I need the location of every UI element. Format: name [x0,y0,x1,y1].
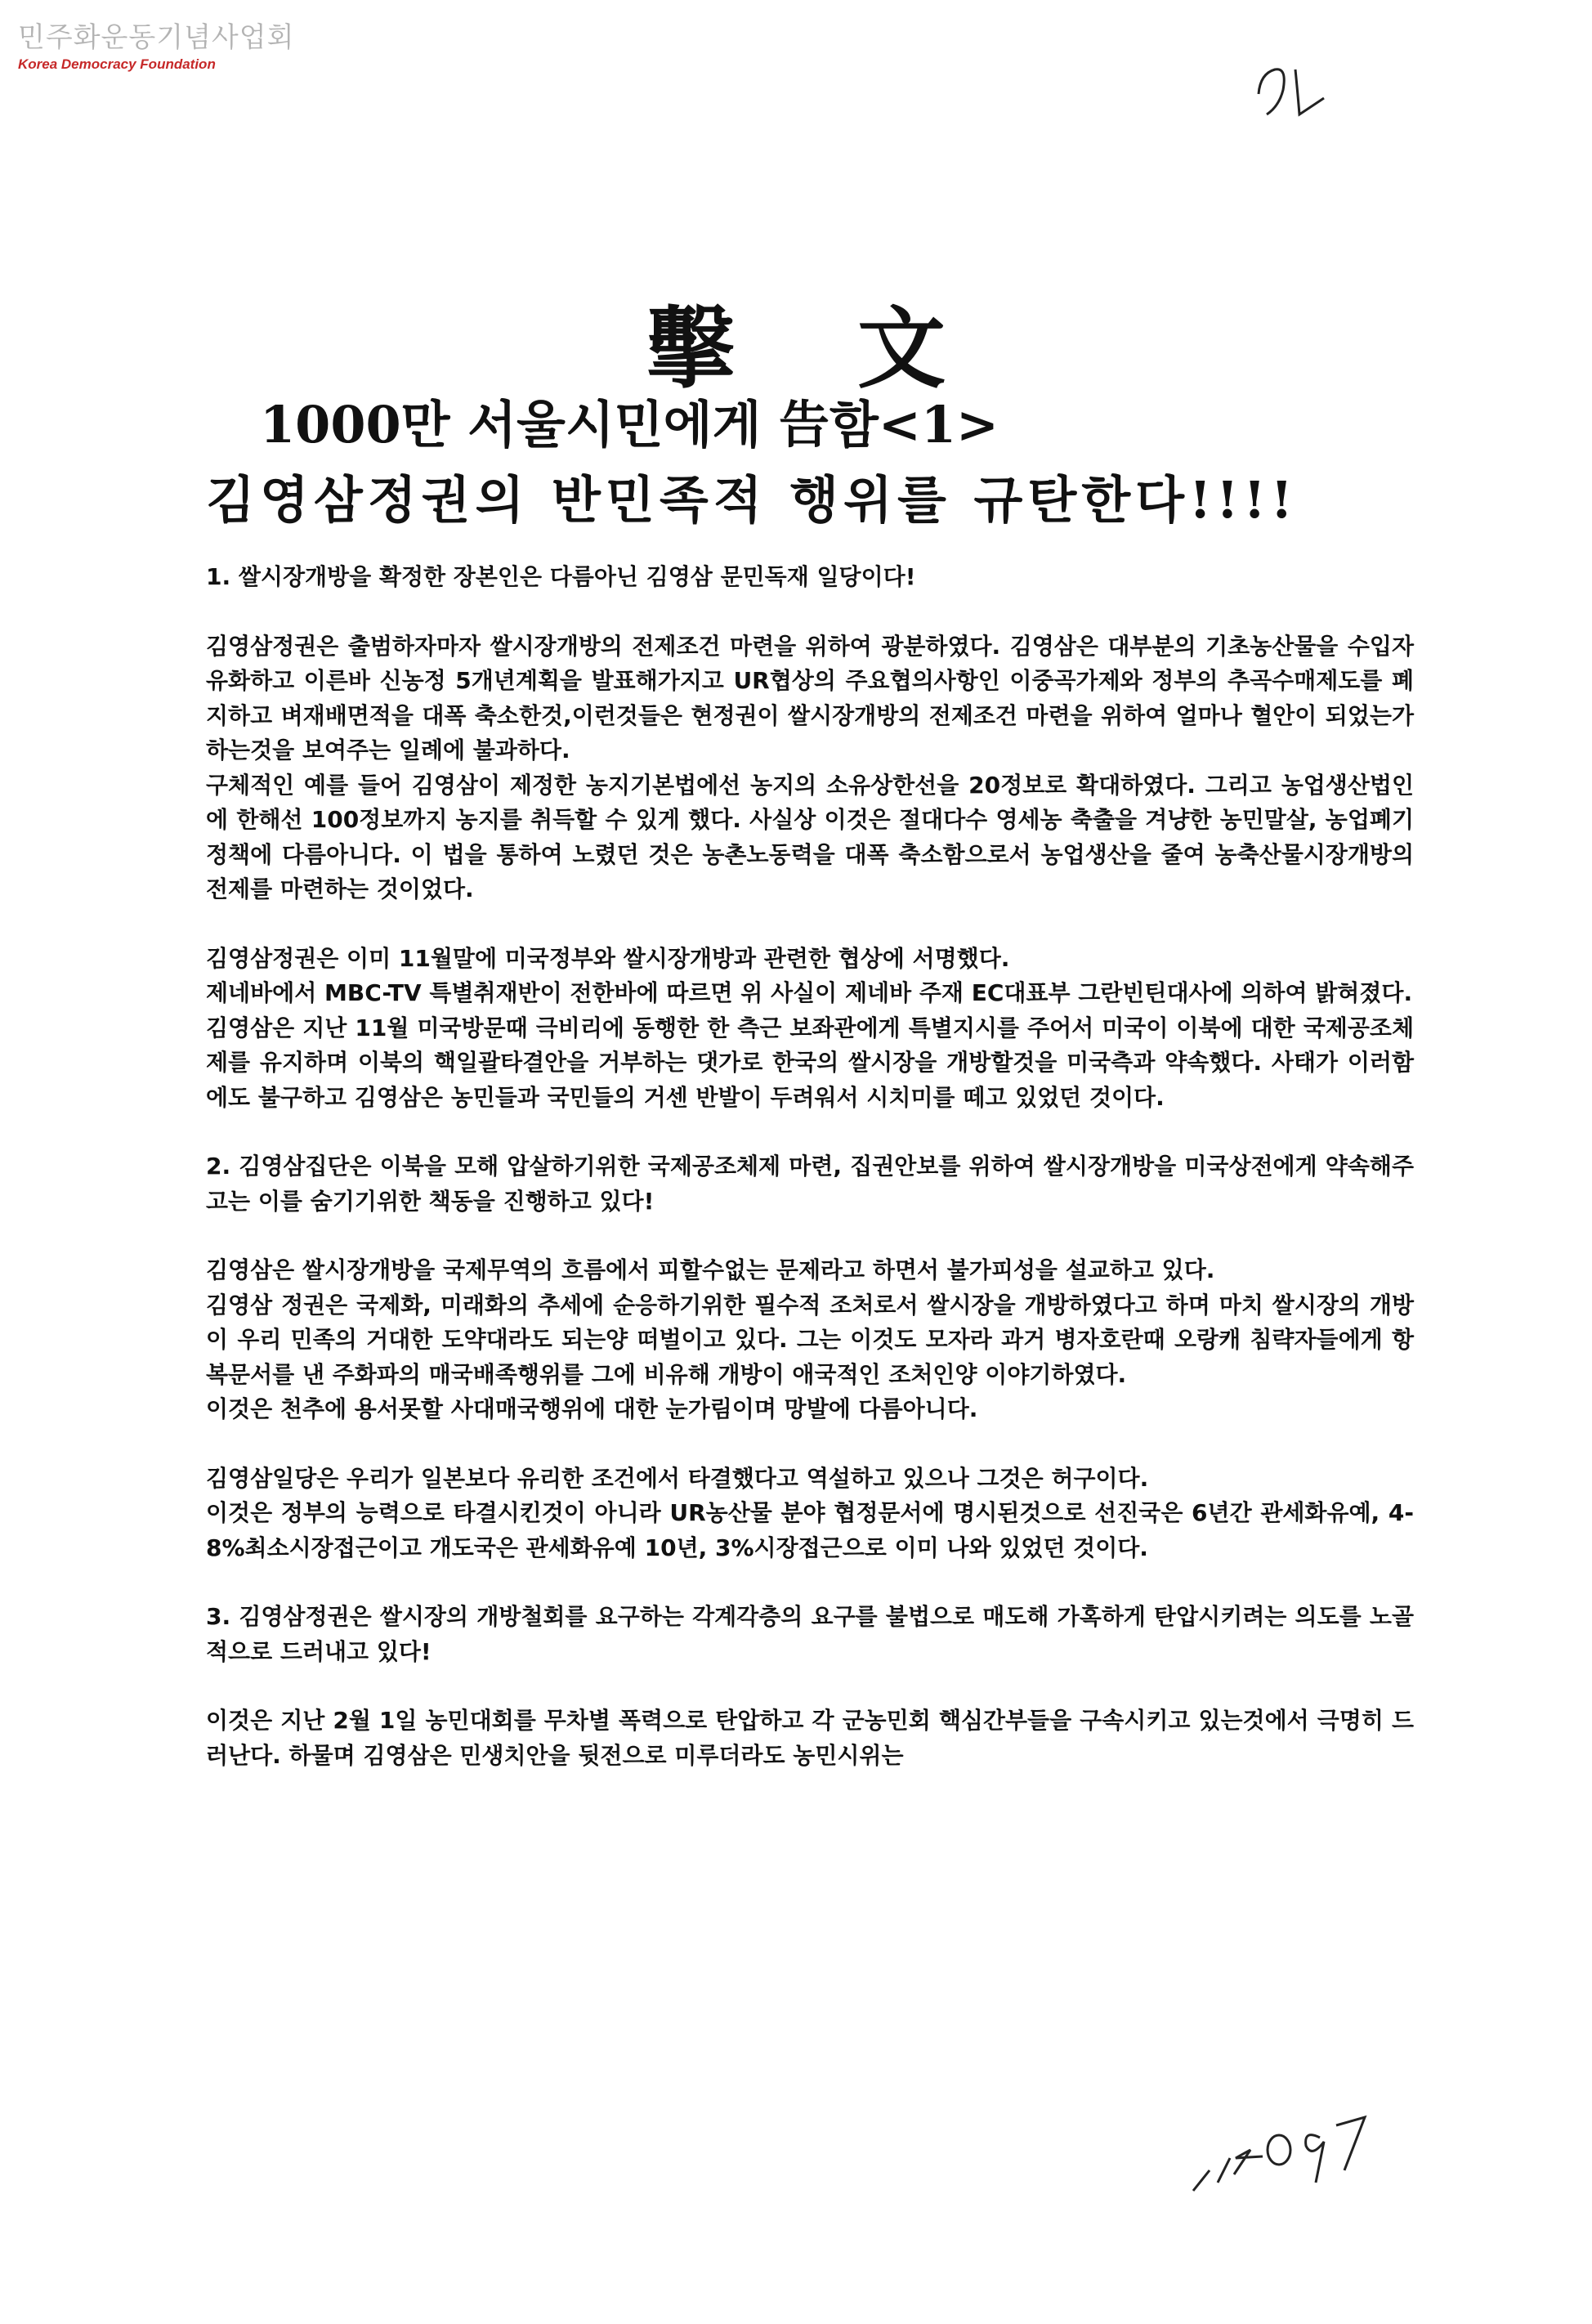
page-title: 擊文 [646,298,1068,401]
handwritten-number-icon [1185,2093,1373,2207]
paragraph: 김영삼은 지난 11월 미국방문때 극비리에 동행한 한 측근 보좌관에게 특별지시를 주어서 미국이 이북에 대한 국제공조체제를 유지하며 이북의 핵일괄타결안을 거부하는 댓가로 한국의 쌀시장을 개방할것을 미국측과 약속했다. 사태가 이러함에도 불구하고 김영삼은 농민들과 국민들의 거센 반발이 두려워서 시치미를 떼고 있었던 것이다. [206,1014,1414,1111]
section-heading-3: 3. 김영삼정권은 쌀시장의 개방철회를 요구하는 각계각층의 요구를 불법으로 매도해 가혹하게 탄압시키려는 의도를 노골적으로 드러내고 있다! [206,1603,1414,1665]
handwritten-mark-icon [1250,57,1332,131]
paragraph: 김영삼일당은 우리가 일본보다 유리한 조건에서 타결했다고 역설하고 있으나 그것은 허구이다. [206,1464,1149,1492]
foundation-watermark [18,15,294,73]
document-body [206,560,1414,1773]
paragraph: 이것은 정부의 능력으로 타결시킨것이 아니라 UR농산물 분야 협정문서에 명시된것으로 선진국은 6년간 관세화유예, 4-8%최소시장접근이고 개도국은 관세화유예 10년, 3%시장접근으로 이미 나와 있었던 것이다. [206,1499,1414,1561]
watermark-english: Korea Democracy Foundation [18,56,216,72]
paragraph: 김영삼정권은 출범하자마자 쌀시장개방의 전제조건 마련을 위하여 광분하였다. 김영삼은 대부분의 기초농산물을 수입자유화하고 이른바 신농정 5개년계획을 발표해가지고 UR협상의 주요협의사항인 이중곡가제와 정부의 추곡수매제도를 폐지하고 벼재배면적을 대폭 축소한것,이런것들은 현정권이 쌀시장개방의 전제조건 마련을 위하여 얼마나 혈안이 되었는가하는것을 보여주는 일례에 불과하다. [206,632,1414,763]
paragraph: 김영삼정권은 이미 11월말에 미국정부와 쌀시장개방과 관련한 협상에 서명했다. [206,944,1010,972]
paragraph: 이것은 지난 2월 1일 농민대회를 무차별 폭력으로 탄압하고 각 군농민회 핵심간부들을 구속시키고 있는것에서 극명히 드러난다. 하물며 김영삼은 민생치안을 뒷전으로 미루더라도 농민시위는 [206,1707,1414,1769]
paragraph: 구체적인 예를 들어 김영삼이 제정한 농지기본법에선 농지의 소유상한선을 20정보로 확대하였다. 그리고 농업생산법인에 한해선 100정보까지 농지를 취득할 수 있게 했다. 사실상 이것은 절대다수 영세농 축출을 겨냥한 농민말살, 농업폐기정책에 다름아니다. 이 법을 통하여 노렸던 것은 농촌노동력을 대폭 축소함으로서 농업생산을 줄여 농축산물시장개방의 전제를 마련하는 것이었다. [206,771,1414,902]
subtitle-line-1: 1000만 서울시민에게 告함<1> [260,395,999,455]
section-heading-2: 2. 김영삼집단은 이북을 모해 압살하기위한 국제공조체제 마련, 집권안보를 위하여 쌀시장개방을 미국상전에게 약속해주고는 이를 숨기기위한 책동을 진행하고 있다! [206,1153,1414,1215]
paragraph: 제네바에서 MBC-TV 특별취재반이 전한바에 따르면 위 사실이 제네바 주재 EC대표부 그란빈틴대사에 의하여 밝혀졌다. [206,979,1413,1006]
section-heading-1: 1. 쌀시장개방을 확정한 장본인은 다름아닌 김영삼 문민독재 일당이다! [206,563,916,590]
paragraph: 김영삼은 쌀시장개방을 국제무역의 흐름에서 피할수없는 문제라고 하면서 불가피성을 설교하고 있다. [206,1256,1215,1283]
subtitle-line-2: 김영삼정권의 반민족적 행위를 규탄한다!!!! [206,470,1298,530]
watermark-korean: 민주화운동기념사업회 [18,21,295,54]
paragraph: 이것은 천추에 용서못할 사대매국행위에 대한 눈가림이며 망발에 다름아니다. [206,1395,978,1422]
paragraph: 김영삼 정권은 국제화, 미래화의 추세에 순응하기위한 필수적 조처로서 쌀시장을 개방하였다고 하며 마치 쌀시장의 개방이 우리 민족의 거대한 도약대라도 되는양 떠벌이고 있다. 그는 이것도 모자라 과거 병자호란때 오랑캐 침략자들에게 항복문서를 낸 주화파의 매국배족행위를 그에 비유해 개방이 애국적인 조처인양 이야기하였다. [206,1291,1414,1388]
